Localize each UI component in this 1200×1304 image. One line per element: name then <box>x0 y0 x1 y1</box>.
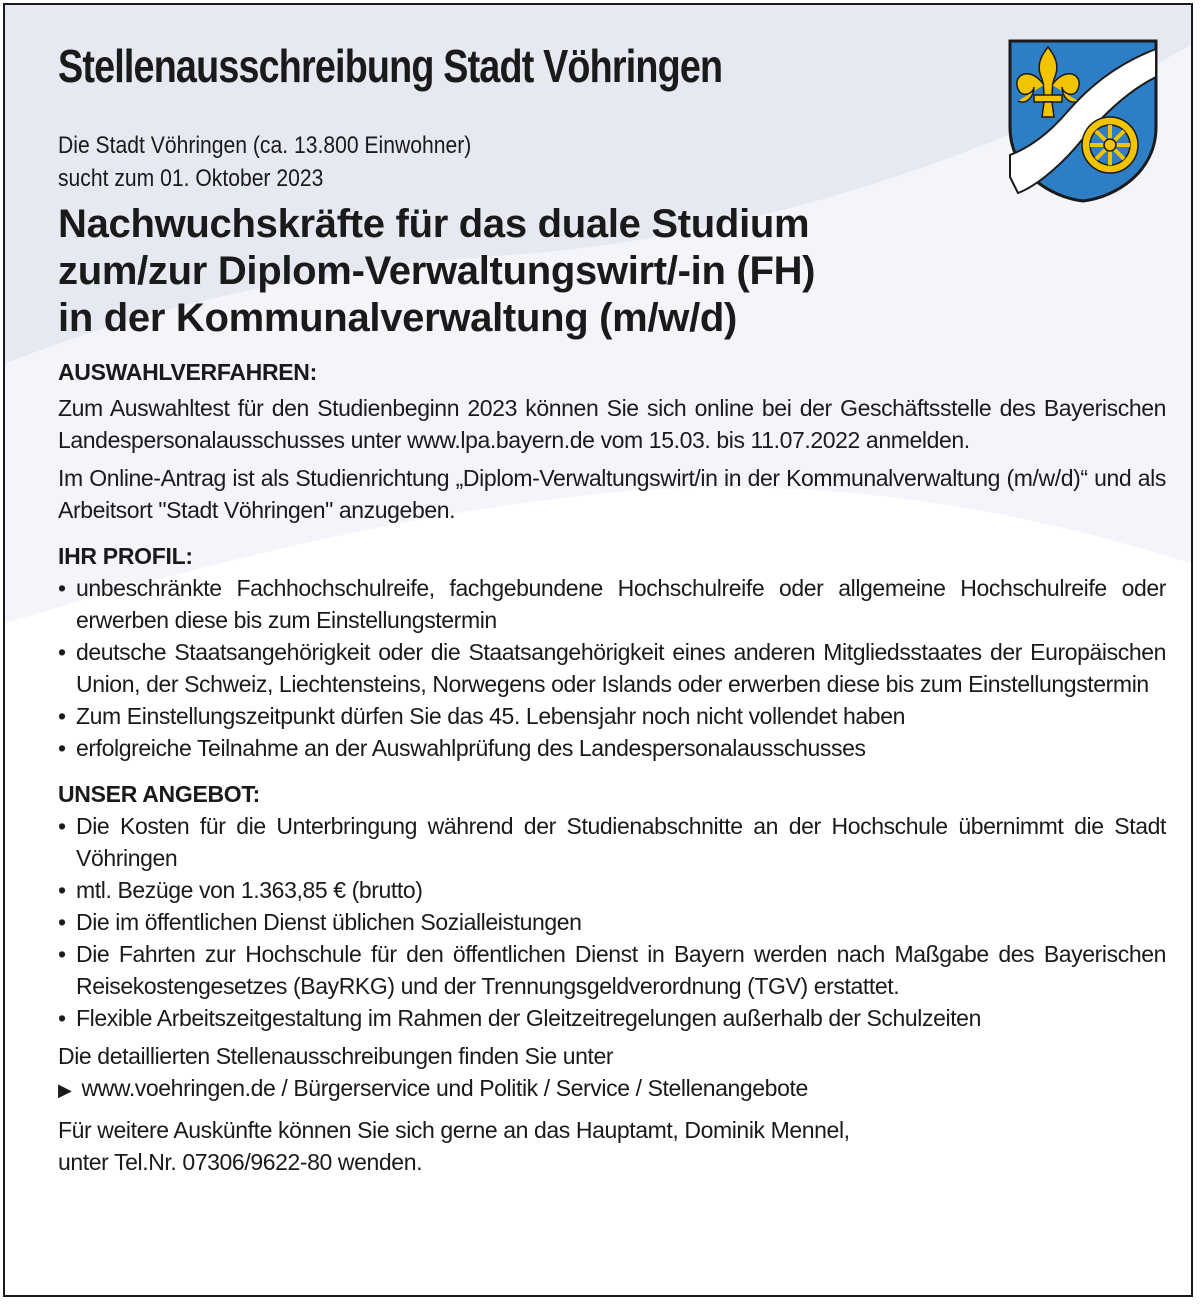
position-title <box>58 201 1166 342</box>
list-item: • Die im öffentlichen Dienst üblichen Sozialleistungen <box>58 906 1166 938</box>
angebot-heading: UNSER ANGEBOT: <box>58 781 260 807</box>
contact-line-1: Für weitere Auskünfte können Sie sich gerne an das Hauptamt, Dominik Mennel, <box>58 1117 850 1143</box>
job-ad-frame <box>3 3 1193 1297</box>
list-item: • deutsche Staatsangehörigkeit oder die Staatsangehörigkeit eines anderen Mitgliedsstaates der Europäischen Union, der Schweiz, Liechtensteins, Norwegens oder Islands oder erwerben diese bis zum Einstellungstermin <box>58 636 1166 700</box>
profil-heading: IHR PROFIL: <box>58 543 193 569</box>
list-item: • Flexible Arbeitszeitgestaltung im Rahmen der Gleitzeitregelungen außerhalb der Schulzeiten <box>58 1002 1166 1034</box>
headline: Stellenausschreibung Stadt Vöhringen <box>58 40 723 92</box>
list-item: • mtl. Bezüge von 1.363,85 € (brutto) <box>58 874 1166 906</box>
coat-of-arms <box>1006 37 1160 203</box>
intro-line-2: sucht zum 01. Oktober 2023 <box>58 165 324 192</box>
contact-info <box>58 1114 1166 1178</box>
auswahl-heading: AUSWAHLVERFAHREN: <box>58 359 317 385</box>
auswahl-paragraph-2: Im Online-Antrag ist als Studienrichtung „Diplom-Verwaltungswirt/in in der Kommunalverwaltung (m/w/d)“ und als Arbeitsort "Stadt Vöhringen" anzugeben. <box>58 465 1166 523</box>
list-item: • unbeschränkte Fachhochschulreife, fachgebundene Hochschulreife oder allgemeine Hochschulreife oder erwerben diese bis zum Einstellungstermin <box>58 572 1166 636</box>
list-item: • erfolgreiche Teilnahme an der Auswahlprüfung des Landespersonalausschusses <box>58 732 1166 764</box>
details-link[interactable]: www.voehringen.de / Bürgerservice und Politik / Service / Stellenangebote <box>81 1075 808 1101</box>
profil-list <box>58 572 1166 764</box>
arrow-right-icon: ▶ <box>58 1080 72 1100</box>
list-item: • Die Fahrten zur Hochschule für den öffentlichen Dienst in Bayern werden nach Maßgabe des Bayerischen Reisekostengesetzes (BayRKG) und der Trennungsgeldverordnung (TGV) erstattet. <box>58 938 1166 1002</box>
title-line-3: in der Kommunalverwaltung (m/w/d) <box>58 296 738 340</box>
intro <box>58 129 1033 195</box>
angebot-list <box>58 810 1166 1034</box>
mill-wheel-icon <box>1082 117 1138 173</box>
details-link-line <box>58 1072 1166 1106</box>
auswahl-paragraph-1: Zum Auswahltest für den Studienbeginn 2023 können Sie sich online bei der Geschäftsstelle des Bayerischen Landespersonalausschusses unter www.lpa.bayern.de vom 15.03. bis 11.07.2022 anmelden. <box>58 395 1166 453</box>
contact-line-2: unter Tel.Nr. 07306/9622-80 wenden. <box>58 1149 423 1175</box>
title-line-2: zum/zur Diplom-Verwaltungswirt/-in (FH) <box>58 249 816 293</box>
title-line-1: Nachwuchskräfte für das duale Studium <box>58 202 810 246</box>
intro-line-1: Die Stadt Vöhringen (ca. 13.800 Einwohner) <box>58 132 472 159</box>
list-item: • Zum Einstellungszeitpunkt dürfen Sie das 45. Lebensjahr noch nicht vollendet haben <box>58 700 1166 732</box>
details-intro: Die detaillierten Stellenausschreibungen finden Sie unter <box>58 1043 614 1069</box>
list-item: • Die Kosten für die Unterbringung während der Studienabschnitte an der Hochschule übernimmt die Stadt Vöhringen <box>58 810 1166 874</box>
